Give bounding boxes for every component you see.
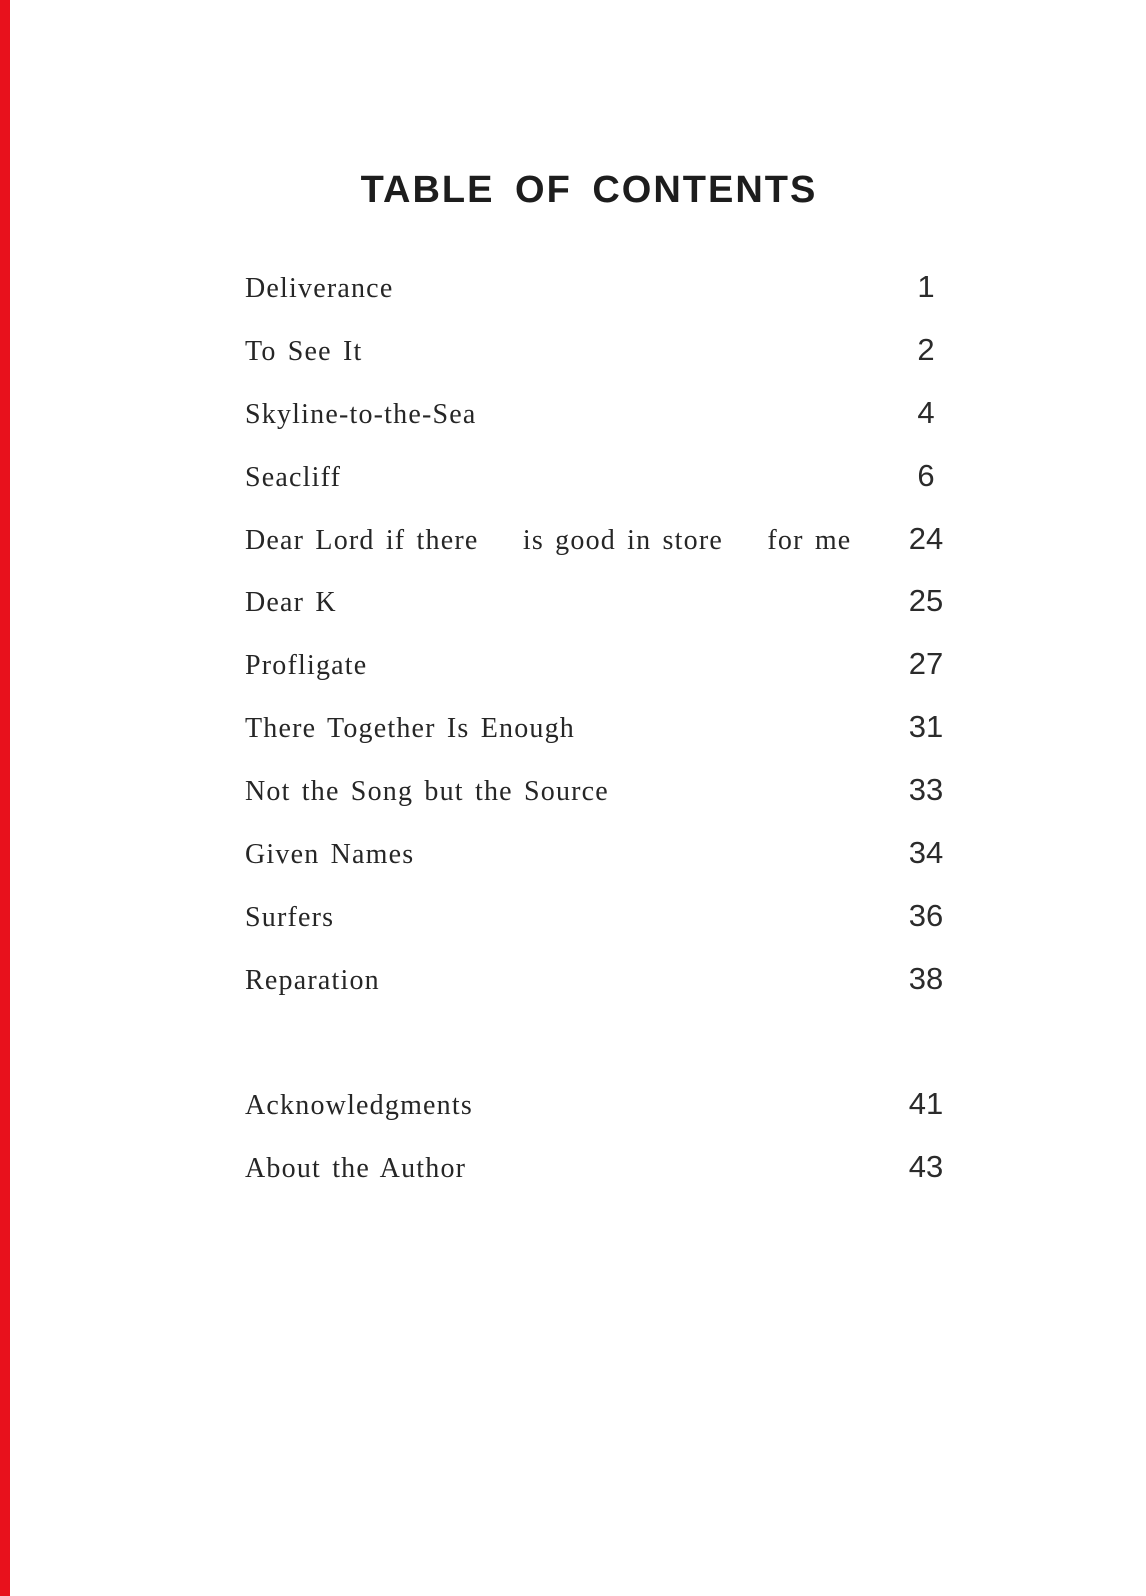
toc-entry bbox=[245, 709, 961, 772]
toc-entry-page: 41 bbox=[908, 1085, 944, 1121]
toc-entry-title: Reparation bbox=[245, 964, 380, 996]
toc-entry-page: 25 bbox=[908, 583, 944, 619]
toc-entry-title: Surfers bbox=[245, 901, 335, 933]
toc-list bbox=[245, 269, 961, 1211]
toc-entry-page: 38 bbox=[908, 960, 944, 996]
toc-entry bbox=[245, 1149, 961, 1212]
toc-entry-page: 27 bbox=[908, 646, 944, 682]
toc-entry-title: Dear Lord if there is good in store for me bbox=[245, 524, 852, 556]
toc-entry bbox=[245, 772, 961, 835]
toc-entry-page: 1 bbox=[917, 269, 935, 304]
toc-entry-title: Profligate bbox=[245, 650, 368, 682]
toc-entry-title: Not the Song but the Source bbox=[245, 776, 609, 808]
toc-entry-title: Acknowledgments bbox=[245, 1089, 473, 1121]
toc-entry-page: 34 bbox=[908, 835, 944, 871]
toc-entry-page: 24 bbox=[908, 520, 944, 556]
toc-entry-page: 36 bbox=[908, 897, 944, 933]
toc-entry bbox=[245, 961, 961, 1024]
toc-entry bbox=[245, 458, 961, 521]
toc-entry bbox=[245, 583, 961, 646]
toc-entry-title: Seacliff bbox=[245, 461, 342, 493]
toc-entry bbox=[245, 835, 961, 898]
toc-entry-page: 43 bbox=[908, 1148, 944, 1184]
toc-entry bbox=[245, 521, 961, 584]
toc-entry-title: Given Names bbox=[245, 839, 415, 871]
toc-entry-page: 33 bbox=[908, 772, 944, 808]
page-title: TABLE OF CONTENTS bbox=[360, 169, 818, 212]
toc-back-matter bbox=[245, 1086, 961, 1212]
toc-entry-page: 6 bbox=[917, 457, 935, 493]
toc-entry-title: Deliverance bbox=[245, 273, 394, 304]
toc-entry bbox=[245, 395, 961, 458]
toc-entry-title: To See It bbox=[245, 335, 363, 367]
toc-entry-title: About the Author bbox=[245, 1152, 467, 1184]
red-edge-stripe bbox=[0, 0, 10, 1596]
toc-entry-page: 31 bbox=[908, 709, 944, 745]
toc-entry bbox=[245, 332, 961, 395]
toc-entry-title: Dear K bbox=[245, 587, 337, 619]
toc-entry bbox=[245, 898, 961, 961]
toc-entry-page: 2 bbox=[917, 331, 935, 367]
toc-entry-title: There Together Is Enough bbox=[245, 713, 576, 745]
toc-entry bbox=[245, 1086, 961, 1149]
toc-entry bbox=[245, 646, 961, 709]
toc-entry-title: Skyline-to-the-Sea bbox=[245, 398, 477, 430]
toc-entry bbox=[245, 269, 961, 332]
toc-entry-page: 4 bbox=[917, 394, 935, 430]
